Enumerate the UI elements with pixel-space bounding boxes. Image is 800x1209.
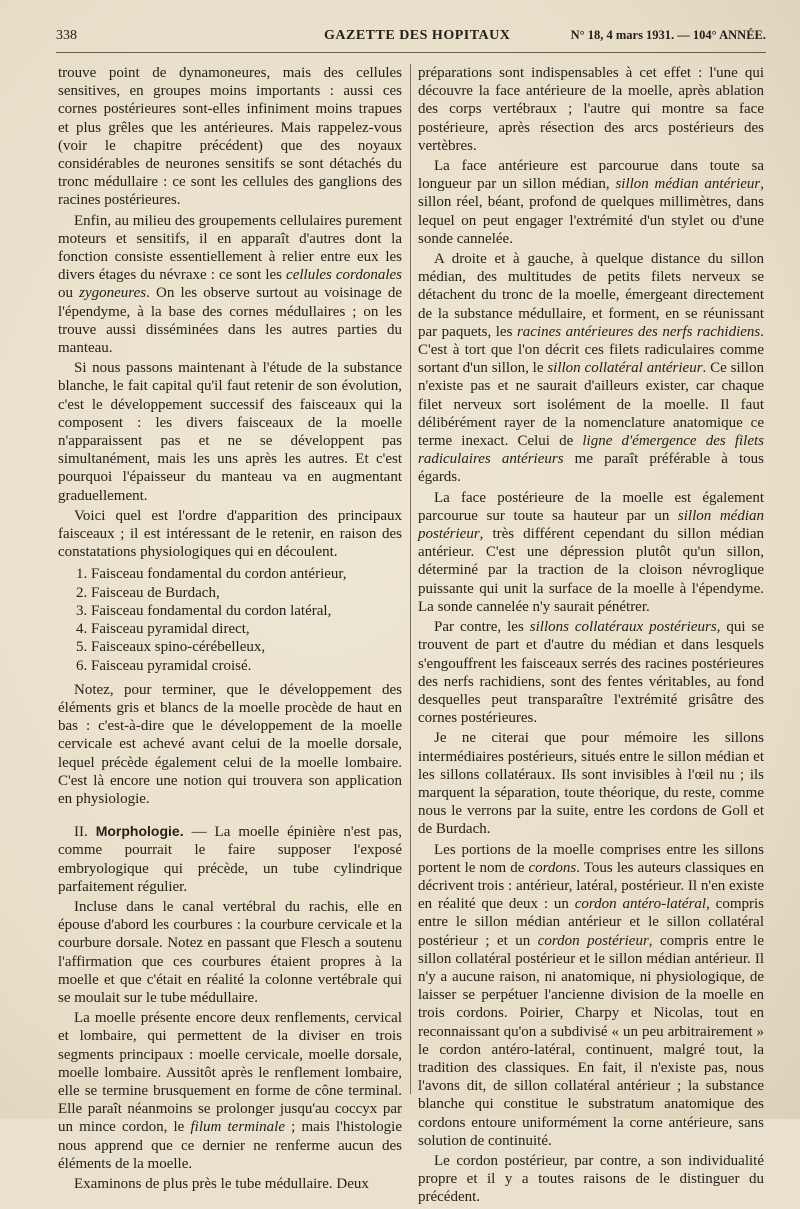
section-heading-paragraph: II. Morphologie. — La moelle épinière n'est pas, comme pourrait le faire supposer l'exposé embryologique qui précède, un tube cylindrique parfaitement régulier.: [58, 823, 402, 895]
paragraph: A droite et à gauche, à quelque distance du sillon médian, des multitudes de petits filets nerveux se détachent du tronc de la moelle, émergeant directement de la substance médullaire, et forment, en se réunissant par paquets, les racines antérieures des nerfs rachidiens. C'est à tort que l'on décrit ces filets radiculaires comme sortant d'un sillon, le sillon collatéral antérieur. Ce sillon n'existe pas et ne saurait d'ailleurs exister, car chaque filet nerveux sort isolément de la moelle. Il faut délibérément rayer de la nomenclature anatomique ce terme inexact. Celui de ligne d'émergence des filets radiculaires antérieurs me paraît préférable à tous égards.: [418, 251, 764, 486]
journal-title: GAZETTE DES HOPITAUX: [324, 28, 511, 43]
list-item: 4. Faisceau pyramidal direct,: [76, 621, 250, 638]
right-column: [418, 64, 764, 1209]
issue-info: N° 18, 4 mars 1931. — 104° ANNÉE.: [570, 28, 766, 42]
paragraph: préparations sont indispensables à cet effet : l'une qui découvre la face antérieure de la moelle, après ablation des corps vertébraux ; l'autre qui montre sa face postérieure, après résection des arcs postérieurs des vertèbres.: [418, 65, 764, 154]
paragraph: La moelle présente encore deux renflements, cervical et lombaire, qui permettent de la diviser en trois segments principaux : moelle cervicale, moelle dorsale, moelle lombaire. Aussitôt après le renflement lombaire, elle se termine brusquement en forme de cône terminal. Elle paraît néanmoins se prolonger jusqu'au coccyx par un mince cordon, le filum terminale ; mais l'histologie nous apprend que ce dernier ne renferme aucun des éléments de la moelle.: [58, 1010, 402, 1172]
left-column: [58, 64, 402, 1195]
list-item: 6. Faisceau pyramidal croisé.: [76, 657, 252, 674]
paragraph: trouve point de dynamoneures, mais des cellules sensitives, en groupes moins importants : aussi ces cornes postérieures sont-elles infiniment moins trapues et plus grêles que les antérieures. Mais rappelez-vous (voir le chapitre précédent) que des noyaux considérables de neurones sensitifs se sont détachés du tronc médullaire : ce sont les cellules des ganglions des racines postérieures.: [58, 65, 402, 209]
list-item: 1. Faisceau fondamental du cordon antérieur,: [76, 566, 347, 583]
list-item: 3. Faisceau fondamental du cordon latéral,: [76, 602, 332, 619]
paragraph: Je ne citerai que pour mémoire les sillons intermédiaires postérieurs, situés entre le sillon médian et les sillons collatéraux. Ils sont invisibles à l'œil nu ; ils marquent la séparation, toute théorique, du reste, comme nous le verrons par la suite, entre les cordons de Goll et de Burdach.: [418, 730, 764, 838]
list-item: 2. Faisceau de Burdach,: [76, 584, 220, 601]
paragraph: Le cordon postérieur, par contre, a son individualité propre et il y a toutes raisons de le distinguer du précédent.: [418, 1152, 764, 1206]
paragraph: Voici quel est l'ordre d'apparition des principaux faisceaux ; il est intéressant de le retenir, en raison des constatations physiologiques qui en découlent.: [58, 507, 402, 561]
paragraph: Notez, pour terminer, que le développement des éléments gris et blancs de la moelle procède de haut en bas : c'est-à-dire que le développement de la moelle cervicale est achevé avant celui de la moelle dorsale, lequel précède également celui de la moelle lombaire. C'est là encore une notion qui trouvera son application en physiologie.: [58, 681, 402, 807]
page-number: 338: [56, 28, 77, 43]
paragraph: La face antérieure est parcourue dans toute sa longueur par un sillon médian, sillon médian antérieur, sillon réel, béant, profond de quelques millimètres, dans lequel on peut engager l'extrémité d'un stylet ou d'une sonde cannelée.: [418, 158, 764, 247]
paragraph: Si nous passons maintenant à l'étude de la substance blanche, le fait capital qu'il faut retenir de son évolution, c'est le développement successif des faisceaux qui la composent : les divers faisceaux de la moelle n'apparaissent pas et ne se développent pas simultanément, mais les uns après les autres. Et c'est pourquoi l'épaisseur du manteau va en augmentant graduellement.: [58, 360, 402, 504]
paragraph: Examinons de plus près le tube médullaire. Deux: [74, 1175, 369, 1192]
paragraph: Les portions de la moelle comprises entre les sillons portent le nom de cordons. Tous les auteurs classiques en décrivent trois : antérieur, latéral, postérieur. Il n'en existe en réalité que deux : un cordon antéro-latéral, compris entre le sillon médian antérieur et le sillon collatéral postérieur ; et un cordon postérieur, compris entre le sillon collatéral postérieur et le sillon médian antérieur. Il n'y a aucune raison, ni anatomique, ni physiologique, de laisser se perpétuer l'ancienne division de la moelle en trois cordons. Poirier, Charpy et Nicolas, tout en reconnaissant qu'on a subdivisé « un peu arbitrairement » le cordon antéro-latéral, continuent, malgré tout, la tradition des classiques. En fait, il n'existe pas, nous l'avons dit, de sillon collatéral antérieur ; la substance blanche qui constitue le substratum anatomique des cordons entoure uniformément la corne antérieure, sans solution de continuité.: [418, 841, 765, 1149]
page-header: [56, 26, 766, 50]
paragraph: Enfin, au milieu des groupements cellulaires purement moteurs et sensitifs, il en apparaît d'autres dont la fonction consiste essentiellement à relier entre eux les divers étages du névraxe : ce sont les cellules cordonales ou zygoneures. On les observe surtout au voisinage de l'épendyme, à la base des cornes médullaires ; on les trouve aussi disséminées dans les autres parties du manteau.: [58, 212, 402, 357]
column-rule: [410, 64, 411, 1094]
section-title: Morphologie.: [95, 823, 184, 840]
header-rule: [56, 52, 766, 53]
paragraph: Par contre, les sillons collatéraux postérieurs, qui se trouvent de part et d'autre du médian et dans lesquels s'engouffrent les faisceaux serrés des racines postérieures des nerfs rachidiens, sont des fentes véritables, au fond desquelles peut transparaître l'extrémité grisâtre des cornes postérieures.: [418, 619, 764, 727]
bundle-list: [58, 565, 402, 674]
paragraph: La face postérieure de la moelle est également parcourue sur toute sa hauteur par un sillon médian postérieur, très différent cependant du sillon médian antérieur. C'est une dépression plutôt qu'un sillon, déterminé par la traction de la cloison névroglique puissante qui unit la surface de la moelle à l'épendyme. La sonde cannelée n'y saurait pénétrer.: [418, 489, 764, 615]
paragraph: Incluse dans le canal vertébral du rachis, elle en épouse d'abord les courbures : la courbure cervicale et la courbure dorsale. Notez en passant que Flesch a soutenu l'affirmation que ces courbures étaient propres à la moelle et que c'était en réalité la colonne vertébrale qui se moulait sur le tube médullaire.: [58, 898, 402, 1006]
list-item: 5. Faisceaux spino-cérébelleux,: [76, 639, 266, 656]
